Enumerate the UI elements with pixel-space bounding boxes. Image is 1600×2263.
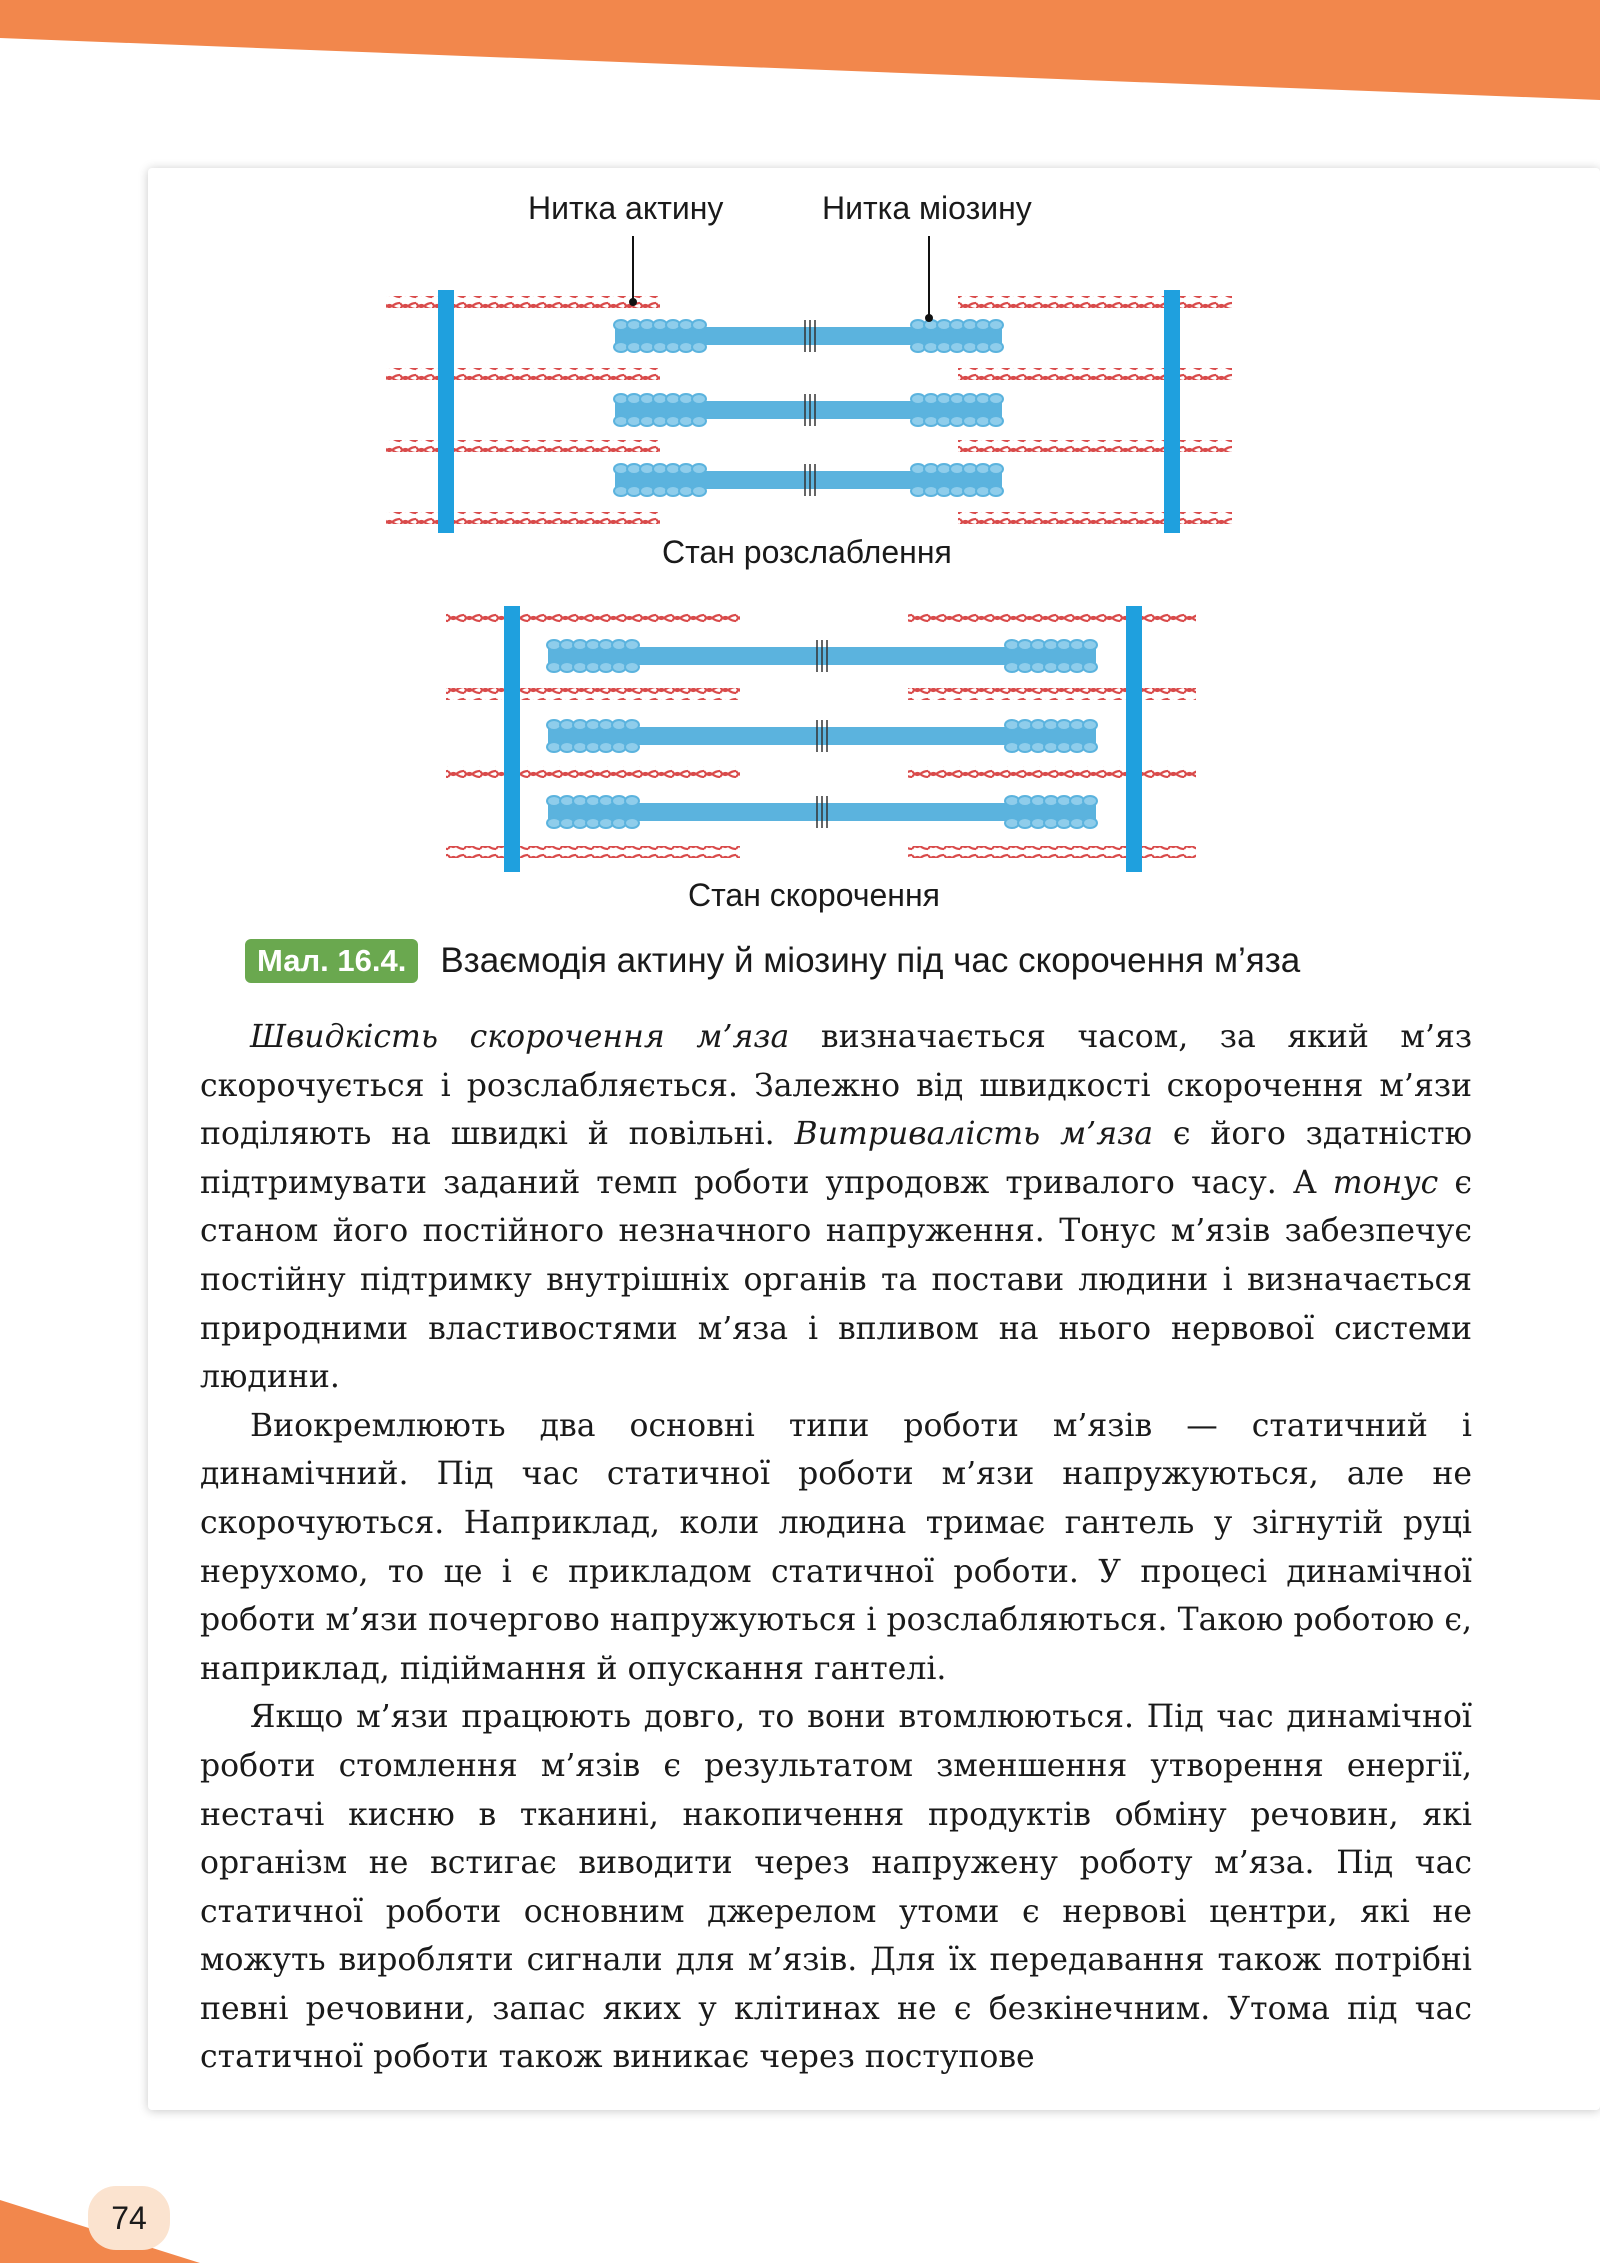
- z-line-left: [438, 290, 454, 533]
- contracted-sarcomere-diagram: [446, 606, 1196, 872]
- contracted-state-label: Стан скорочення: [688, 877, 940, 913]
- body-text: [200, 1013, 1472, 2082]
- actin-filament: [1172, 440, 1232, 452]
- actin-filament: [512, 766, 740, 778]
- z-line-left: [504, 606, 520, 872]
- actin-filament: [512, 688, 740, 700]
- actin-filament: [908, 688, 1134, 700]
- actin-filament: [446, 512, 660, 524]
- actin-filament: [446, 296, 660, 308]
- myosin-filament: [547, 720, 1097, 752]
- actin-pointer-dot: [629, 298, 637, 306]
- term-tone: тонус: [1332, 1164, 1439, 1201]
- sarcomere-figure: [0, 0, 1600, 900]
- actin-filament: [386, 440, 446, 452]
- actin-filament: [1172, 296, 1232, 308]
- figure-caption-text: Взаємодія актину й міозину під час скорочення м’яза: [440, 941, 1301, 980]
- myosin-filament: [547, 640, 1097, 672]
- actin-filament: [1134, 846, 1196, 858]
- actin-filament: [1134, 766, 1196, 778]
- z-line-right: [1126, 606, 1142, 872]
- myosin-filament: [547, 796, 1097, 828]
- term-endurance: Витривалість м’яза: [794, 1116, 1154, 1153]
- term-contraction-speed: Швидкість скорочення м’яза: [250, 1019, 790, 1055]
- myosin-filament: [614, 464, 1003, 496]
- myosin-pointer-dot: [925, 314, 933, 322]
- actin-filament: [958, 440, 1172, 452]
- actin-filament: [512, 846, 740, 858]
- actin-filament: [958, 368, 1172, 380]
- actin-filament: [386, 296, 446, 308]
- relaxed-sarcomere-diagram: [386, 290, 1232, 533]
- actin-filament: [446, 440, 660, 452]
- actin-filament: [386, 512, 446, 524]
- actin-filament-label: Нитка актину: [528, 190, 724, 226]
- paragraph-3: Якщо м’язи працюють довго, то вони втомлюються. Під час динамічної роботи стомлення м’язів є результатом зменшення утворення енергії, нестачі кисню в тканині, накопичення продуктів обміну речовин, які організм не встигає виводити через напружену роботу м’яза. Під час статичної роботи основним джерелом утоми є нервові центри, які не можуть виробляти сигнали для м’язів. Для їх передавання також потрібні певні речовини, запас яких у клітинах не є безкінечним. Утома під час статичної роботи також виникає через поступове: [200, 1699, 1472, 2076]
- actin-filament: [1172, 368, 1232, 380]
- myosin-filament-label: Нитка міозину: [822, 190, 1032, 226]
- paragraph-1: [200, 1013, 1472, 1402]
- paragraph-1-text-c: є станом його постійного незначного напруження. Тонус м’язів забезпечує постійну підтримку внутрішніх органів та постави людини і визначається природними властивостями м’яза і впливом на нього нервової системи людини.: [200, 1164, 1473, 1396]
- actin-filament: [1134, 612, 1196, 624]
- actin-filament: [908, 612, 1134, 624]
- actin-filament: [908, 766, 1134, 778]
- actin-filament: [512, 612, 740, 624]
- actin-filament: [386, 368, 446, 380]
- actin-filament: [1172, 512, 1232, 524]
- actin-filament: [446, 846, 512, 858]
- actin-filament: [958, 512, 1172, 524]
- relaxed-state-label: Стан розслаблення: [662, 534, 952, 570]
- bottom-decorative-band: [0, 2180, 1600, 2263]
- myosin-filament: [614, 394, 1003, 426]
- page-number: 74: [88, 2186, 170, 2250]
- actin-filament: [908, 846, 1134, 858]
- actin-filament: [446, 368, 660, 380]
- actin-filament: [958, 296, 1172, 308]
- actin-filament: [1134, 688, 1196, 700]
- actin-filament: [446, 612, 512, 624]
- actin-filament: [446, 688, 512, 700]
- actin-filament: [446, 766, 512, 778]
- paragraph-1-text-b: є його здатністю підтримувати заданий темп роботи упродовж тривалого часу. А: [200, 1116, 1472, 1201]
- figure-caption: [245, 936, 1300, 986]
- paragraph-1-text-a: визначається часом, за який м’яз скорочується і розслабляється. Залежно від швидкості скорочення м’язи поділяють на швидкі й повільні.: [200, 1019, 1473, 1153]
- myosin-filament: [614, 320, 1003, 352]
- z-line-right: [1164, 290, 1180, 533]
- figure-number-badge: Мал. 16.4.: [245, 939, 418, 983]
- paragraph-2: Виокремлюють два основні типи роботи м’язів — статичний і динамічний. Під час статичної роботи м’язи напружуються, але не скорочуються. Наприклад, коли людина тримає гантель у зігнутій руці нерухомо, то це і є прикладом статичної роботи. У процесі динамічної роботи м’язи почергово напружуються і розслабляються. Такою роботою є, наприклад, підіймання й опускання гантелі.: [200, 1407, 1472, 1687]
